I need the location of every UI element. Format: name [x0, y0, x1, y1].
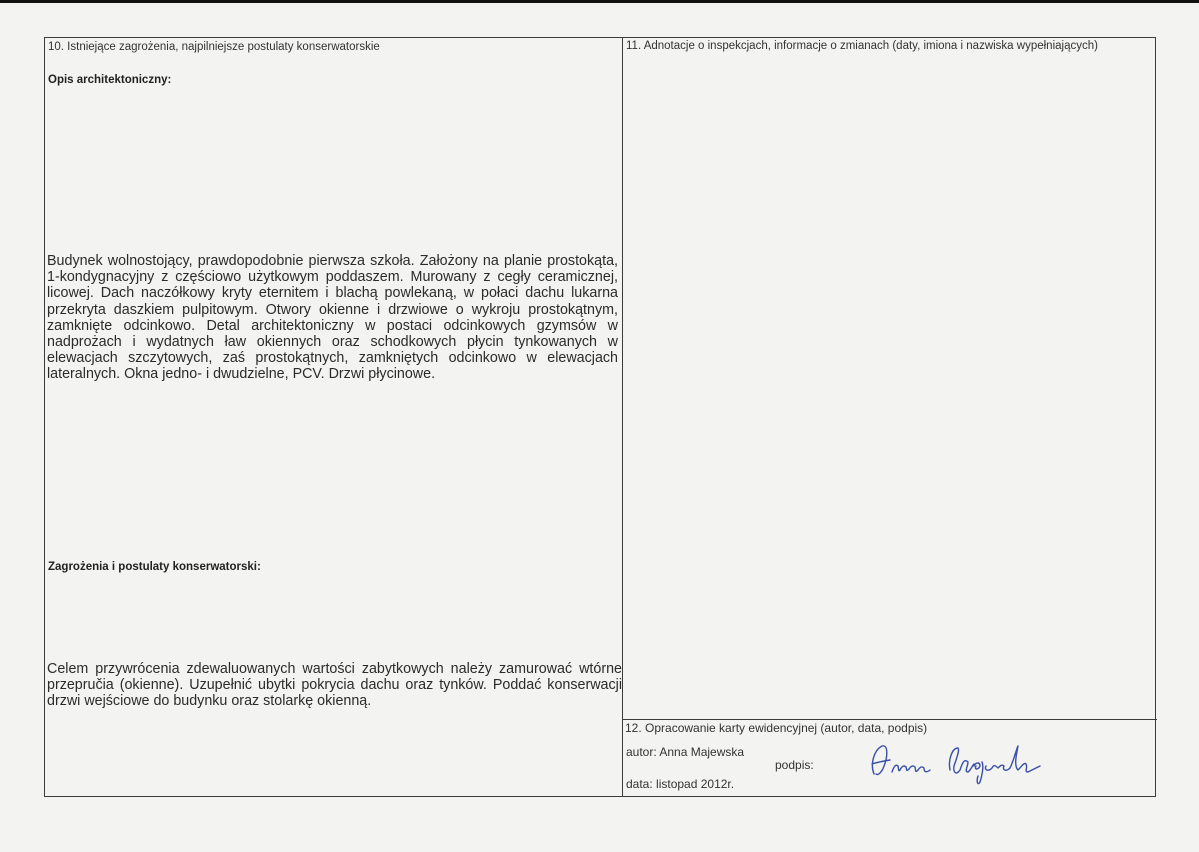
- architecture-description: Budynek wolnostojący, prawdopodobnie pierwsza szkoła. Założony na planie prostokąta, 1-kondygnacyjny z częściowo użytkowym poddaszem. Murowany z cegły ceramicznej, licowej. Dach naczółkowy kryty eternitem i blachą powlekaną, w połaci dachu lukarna przekryta daszkiem pulpitowym. Otwory okienne i drzwiowe o wykroju prostokątnym, zamknięte odcinkowo. Detal architektoniczny w postaci odcinkowych gzymsów w nadprożach i wydatnych ław okiennych oraz schodkowych płycin tynkowanych w elewacjach szczytowych, zaś prostokątnych, zamkniętych odcinkowo w elewacjach lateralnych. Okna jedno- i dwudzielne, PCV. Drzwi płycinowe.: [47, 253, 618, 383]
- section-12-header: 12. Opracowanie karty ewidencyjnej (autor, data, podpis): [625, 721, 928, 735]
- section-10-header: 10. Istniejące zagrożenia, najpilniejsze postulaty konserwatorskie: [48, 41, 380, 53]
- handwritten-signature: [864, 736, 1044, 788]
- threats-description: Celem przywrócenia zdewaluowanych wartości zabytkowych należy zamurować wtórne przepručia (okienne). Uzupełnić ubytki pokrycia dachu oraz tynków. Poddać konserwacji drzwi wejściowe do budynku oraz stolarkę okienną.: [47, 661, 622, 710]
- column-divider: [622, 38, 623, 796]
- section-11-header: 11. Adnotacje o inspekcjach, informacje o zmianach (daty, imiona i nazwiska wypełniających): [626, 40, 1098, 52]
- section-12-divider: [622, 719, 1157, 720]
- date-line: data: listopad 2012r.: [626, 777, 735, 791]
- scan-edge: [0, 0, 1199, 3]
- signature-label: podpis:: [775, 758, 814, 772]
- threats-heading: Zagrożenia i postulaty konserwatorski:: [48, 561, 261, 573]
- architecture-heading: Opis architektoniczny:: [48, 74, 172, 86]
- author-line: autor: Anna Majewska: [626, 745, 745, 759]
